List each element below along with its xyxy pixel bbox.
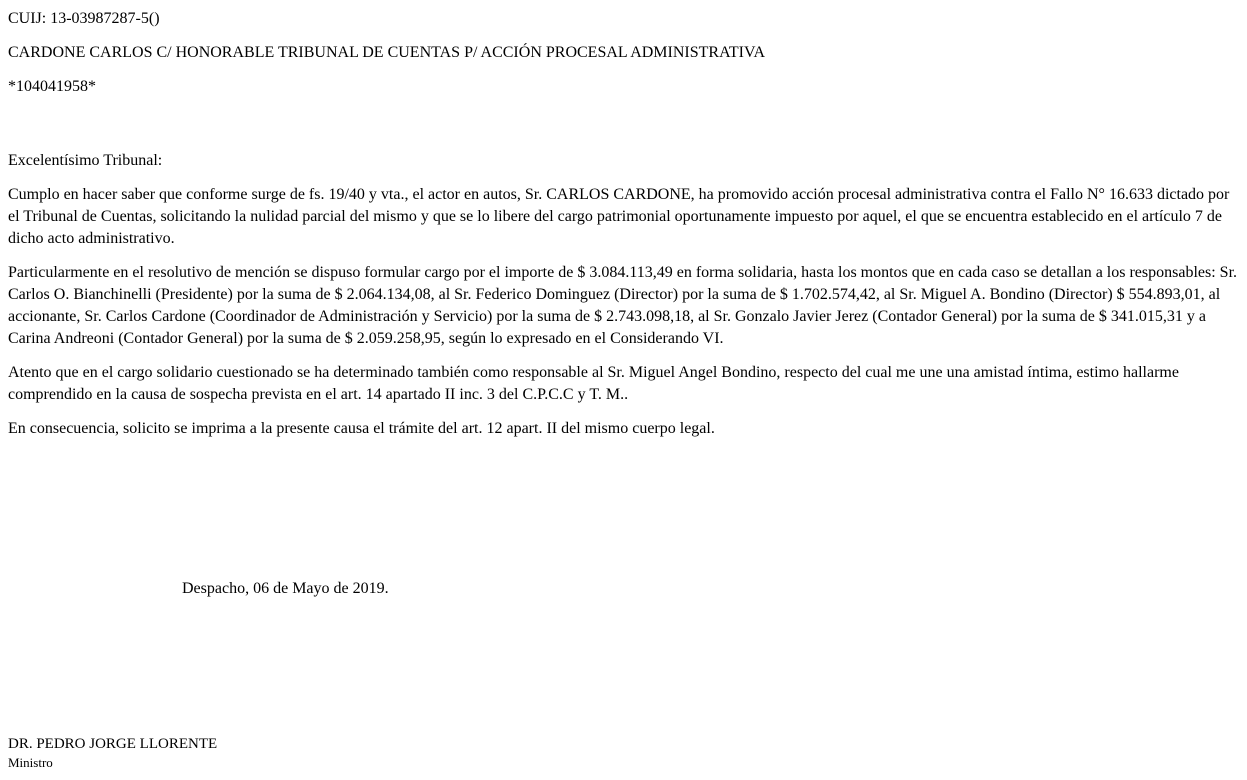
- document-code: *104041958*: [8, 78, 96, 95]
- salutation: Excelentísimo Tribunal:: [8, 152, 163, 169]
- body-paragraph-1: Cumplo en hacer saber que conforme surge de fs. 19/40 y vta., el actor en autos, Sr. CARLOS CARDONE, ha promovido acción procesal administrativa contra el Fallo N° 16.633 dictado por el Tribunal de Cuentas, solicitando la nulidad parcial del mismo y que se lo libere del cargo patrimonial oportunamente impuesto por aquel, el que se encuentra establecido en el artículo 7 de dicho acto administrativo.: [8, 186, 1230, 247]
- case-caption: CARDONE CARLOS C/ HONORABLE TRIBUNAL DE CUENTAS P/ ACCIÓN PROCESAL ADMINISTRATIVA: [8, 44, 766, 61]
- document-page: [8, 8, 1239, 772]
- signature-block: [8, 734, 1239, 772]
- body-paragraph-3: Atento que en el cargo solidario cuestionado se ha determinado también como responsable al Sr. Miguel Angel Bondino, respecto del cual me une una amistad íntima, estimo hallarme comprendido en la causa de sospecha prevista en el art. 14 apartado II inc. 3 del C.P.C.C y T. M..: [8, 364, 1179, 403]
- signatory-title: Ministro: [8, 755, 53, 770]
- body-paragraph-2: Particularmente en el resolutivo de mención se dispuso formular cargo por el importe de $ 3.084.113,49 en forma solidaria, hasta los montos que en cada caso se detallan a los responsables: Sr. Carlos O. Bianchinelli (Presidente) por la suma de $ 2.064.134,08, al Sr. Federico Dominguez (Director) por la suma de $ 1.702.574,42, al Sr. Miguel A. Bondino (Director) $ 554.893,01, al accionante, Sr. Carlos Cardone (Coordinador de Administración y Servicio) por la suma de $ 2.743.098,18, al Sr. Gonzalo Javier Jerez (Contador General) por la suma de $ 341.015,31 y a Carina Andreoni (Contador General) por la suma de $ 2.059.258,95, según lo expresado en el Considerando VI.: [8, 264, 1238, 347]
- cuij-line: CUIJ: 13-03987287-5(): [8, 10, 160, 27]
- body-paragraph-4: En consecuencia, solicito se imprima a la presente causa el trámite del art. 12 apart. II del mismo cuerpo legal.: [8, 420, 715, 437]
- dateline: Despacho, 06 de Mayo de 2019.: [182, 580, 389, 597]
- signatory-name: DR. PEDRO JORGE LLORENTE: [8, 736, 218, 752]
